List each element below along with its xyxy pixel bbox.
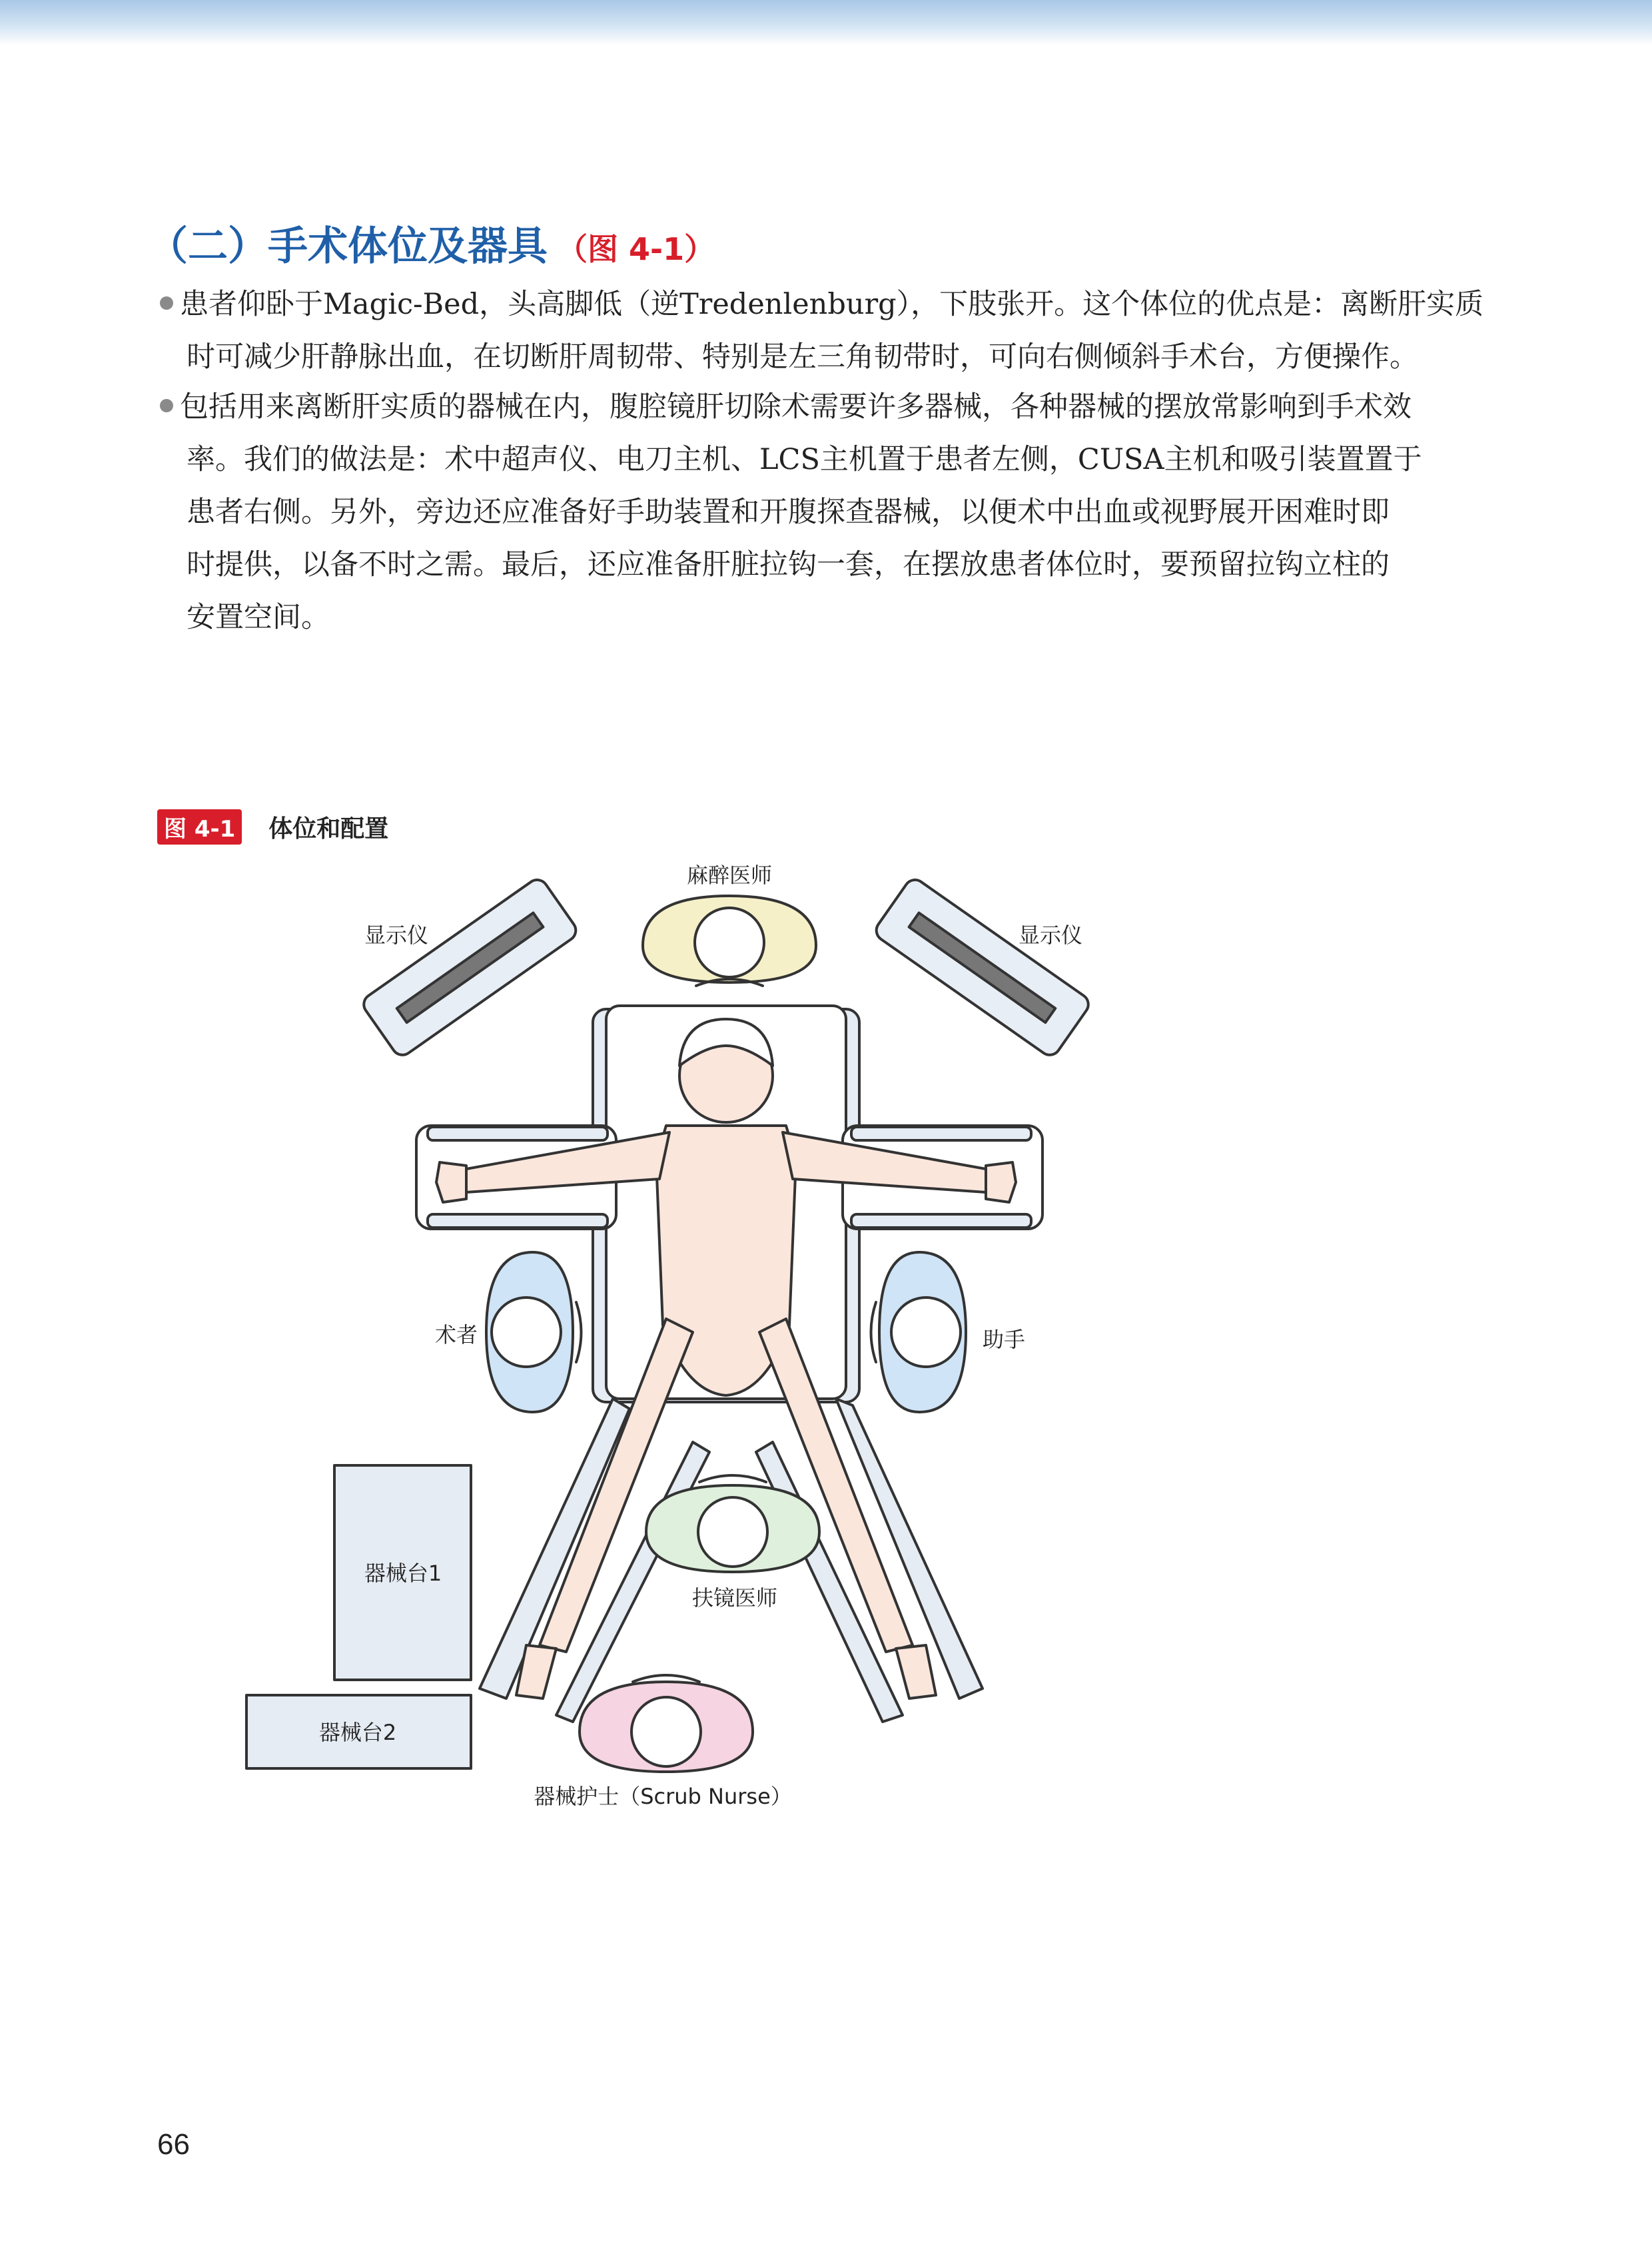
- label-monitor-left: 显示仪: [364, 923, 429, 948]
- assistant-figure: [871, 1252, 967, 1412]
- monitor-right: [872, 876, 1092, 1059]
- label-surgeon: 术者: [434, 1322, 478, 1347]
- monitor-left: [360, 876, 580, 1059]
- label-instrument-table-1: 器械台1: [364, 1561, 442, 1586]
- label-monitor-right: 显示仪: [1018, 923, 1083, 948]
- paragraph-line: 率。我们的做法是：术中超声仪、电刀主机、LCS主机置于患者左侧，CUSA主机和吸引装置置于: [187, 443, 1422, 476]
- operating-room-layout-diagram: [233, 853, 1132, 1825]
- paragraph-line: 时可减少肝静脉出血，在切断肝周韧带、特别是左三角韧带时，可向右侧倾斜手术台，方便操作。: [187, 340, 1418, 374]
- bullet-icon: [160, 399, 173, 412]
- paragraph-line: 患者仰卧于Magic-Bed，头高脚低（逆Tredenlenburg），下肢张开。这个体位的优点是：离断肝实质: [180, 288, 1484, 321]
- anesthesiologist-figure: [643, 896, 816, 986]
- scrub-nurse-figure: [580, 1675, 753, 1772]
- figure-reference: （图 4-1）: [557, 231, 715, 267]
- label-anesthesiologist: 麻醉医师: [686, 863, 773, 888]
- paragraph-line: 包括用来离断肝实质的器械在内，腹腔镜肝切除术需要许多器械，各种器械的摆放常影响到手术效: [180, 390, 1412, 424]
- paragraph-2: [160, 381, 1492, 644]
- top-header-band: [0, 0, 1652, 45]
- label-scope-holder: 扶镜医师: [691, 1585, 778, 1611]
- page-number: 66: [157, 2128, 190, 2161]
- paragraph-1: [160, 278, 1492, 384]
- figure-caption: [157, 810, 388, 843]
- figure-title: 体位和配置: [268, 815, 389, 843]
- section-title: （二）手术体位及器具: [148, 223, 548, 270]
- section-heading: [148, 214, 715, 274]
- figure-tag: 图 4-1: [157, 809, 242, 845]
- surgeon-figure: [486, 1252, 582, 1412]
- paragraph-line: 患者右侧。另外，旁边还应准备好手助装置和开腹探查器械，以便术中出血或视野展开困难时即: [187, 496, 1390, 529]
- label-scrub-nurse: 器械护士（Scrub Nurse）: [534, 1784, 792, 1809]
- label-instrument-table-2: 器械台2: [318, 1720, 397, 1745]
- paragraph-line: 安置空间。: [187, 601, 330, 634]
- paragraph-line: 时提供，以备不时之需。最后，还应准备肝脏拉钩一套，在摆放患者体位时，要预留拉钩立柱的: [187, 548, 1390, 581]
- bullet-icon: [160, 296, 173, 310]
- label-assistant: 助手: [982, 1327, 1026, 1352]
